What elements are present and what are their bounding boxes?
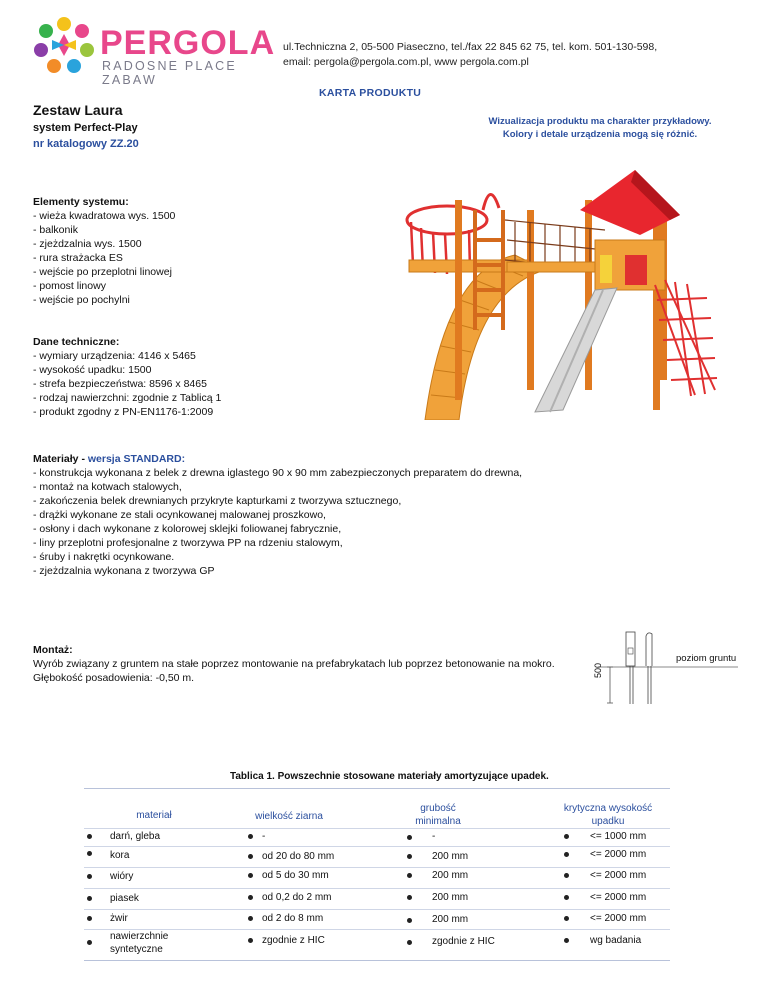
table-cell-material: kora [110, 850, 130, 861]
table-cell-material: żwir [110, 913, 128, 924]
table-cell-grain: od 5 do 30 mm [262, 870, 329, 881]
bullet [564, 895, 569, 900]
elements-heading: Elementy systemu: [33, 196, 129, 208]
ground-diagram [598, 628, 748, 708]
table-cell-critical-height: <= 2000 mm [590, 913, 647, 924]
logo-sub-text: RADOSNE PLACE ZABAW [102, 59, 237, 87]
bullet [564, 834, 569, 839]
bullet [248, 854, 253, 859]
bullet [407, 873, 412, 878]
table-row-border [84, 867, 670, 868]
product-system: system Perfect-Play [33, 122, 138, 134]
table-cell-grain: od 20 do 80 mm [262, 851, 335, 862]
logo [30, 14, 276, 87]
elements-section [33, 195, 175, 307]
table-title: Tablica 1. Powszechnie stosowane materiały amortyzujące upadek. [230, 771, 549, 782]
table-cell-critical-height: wg badania [590, 935, 642, 946]
materials-item: - montaż na kotwach stalowych, [33, 481, 182, 493]
visualization-note [470, 115, 730, 141]
table-cell-thickness: 200 mm [432, 870, 469, 881]
bullet [564, 938, 569, 943]
table-cell-grain: - [262, 831, 266, 842]
table-top-border [84, 788, 670, 789]
materials-item: - konstrukcja wykonana z belek z drewna iglastego 90 x 90 mm zabezpieczonych preparatem do drewna, [33, 467, 523, 479]
table-cell-critical-height: <= 2000 mm [590, 892, 647, 903]
bullet [248, 938, 253, 943]
logo-main-text: PERGOLA [100, 24, 276, 62]
bullet [564, 852, 569, 857]
materials-version: wersja STANDARD: [87, 453, 186, 465]
elements-item: - zjeżdzalnia wys. 1500 [33, 238, 142, 250]
bullet [87, 851, 92, 856]
materials-item: - osłony i dach wykonane z kolorowej sklejki foliowanej fabrycznie, [33, 523, 342, 535]
table-row-border [84, 909, 670, 910]
bullet [248, 895, 253, 900]
technical-section [33, 335, 221, 419]
mounting-line-1: Wyrób związany z gruntem na stałe poprzez montowanie na prefabrykatach lub poprzez betonowanie na mokro. [33, 658, 555, 670]
mounting-line-2: Głębokość posadowienia: -0,50 m. [33, 672, 195, 684]
slide-illustration [535, 288, 617, 412]
bullet [248, 916, 253, 921]
technical-item: - wymiary urządzenia: 4146 x 5465 [33, 350, 196, 362]
table-cell-thickness: 200 mm [432, 892, 469, 903]
table-cell-thickness: 200 mm [432, 914, 469, 925]
bullet [564, 916, 569, 921]
bullet [407, 835, 412, 840]
table-cell-thickness: zgodnie z HIC [432, 936, 495, 947]
product-name: Zestaw Laura [33, 102, 123, 118]
visualization-note-line-1: Wizualizacja produktu ma charakter przykładowy. [488, 116, 712, 127]
table-cell-thickness: - [432, 831, 436, 842]
product-illustration [395, 160, 725, 420]
bullet [248, 834, 253, 839]
bullet [87, 940, 92, 945]
table-cell-critical-height: <= 2000 mm [590, 849, 647, 860]
table-cell-critical-height: <= 1000 mm [590, 831, 647, 842]
table-cell-grain: zgodnie z HIC [262, 935, 325, 946]
elements-item: - rura strażacka ES [33, 252, 123, 264]
bullet [564, 873, 569, 878]
materials-item: - zjeżdzalnia wykonana z tworzywa GP [33, 565, 215, 577]
materials-item: - śruby i nakrętki ocynkowane. [33, 551, 175, 563]
bullet [87, 834, 92, 839]
table-cell-material: darń, gleba [110, 831, 161, 842]
mounting-heading: Montaż: [33, 644, 73, 656]
elements-item: - wieża kwadratowa wys. 1500 [33, 210, 176, 222]
materials-item: - zakończenia belek drewnianych przykryte kapturkami z tworzywa sztucznego, [33, 495, 402, 507]
table-header-grain: wielkość ziarna [255, 811, 323, 822]
bullet [407, 918, 412, 923]
bullet [407, 940, 412, 945]
technical-item: - rodzaj nawierzchni: zgodnie z Tablicą 1 [33, 392, 222, 404]
materials-item: - drążki wykonane ze stali ocynkowanej malowanej proszkowo, [33, 509, 326, 521]
ground-level-label: poziom gruntu [676, 653, 737, 664]
elements-item: - wejście po pochylni [33, 294, 130, 306]
table-header-critical-height: krytyczna wysokość upadku [563, 803, 653, 827]
mounting-section [33, 643, 555, 685]
technical-item: - produkt zgodny z PN-EN1176-1:2009 [33, 406, 214, 418]
bullet [407, 854, 412, 859]
table-cell-material: nawierzchnie syntetyczne [110, 931, 169, 955]
materials-item: - liny przeplotni profesjonalne z tworzywa PP na rdzeniu stalowym, [33, 537, 343, 549]
materials-heading-label: Materiały - [33, 453, 88, 465]
contact-info [283, 40, 657, 70]
elements-item: - pomost linowy [33, 280, 106, 292]
technical-item: - wysokość upadku: 1500 [33, 364, 152, 376]
table-cell-critical-height: <= 2000 mm [590, 870, 647, 881]
contact-line-2: email: pergola@pergola.com.pl, www pergola.com.pl [283, 56, 529, 68]
materials-heading [33, 452, 522, 466]
elements-item: - balkonik [33, 224, 78, 236]
materials-section [33, 452, 522, 578]
product-catalog-number: nr katalogowy ZZ.20 [33, 138, 139, 150]
depth-label: 500 [593, 662, 603, 678]
table-cell-material: wióry [110, 871, 134, 882]
bullet [248, 873, 253, 878]
technical-heading: Dane techniczne: [33, 336, 120, 348]
card-title: KARTA PRODUKTU [319, 87, 422, 99]
table-cell-thickness: 200 mm [432, 851, 469, 862]
bullet [87, 874, 92, 879]
bullet [87, 916, 92, 921]
table-cell-material: piasek [110, 893, 139, 904]
bullet [407, 895, 412, 900]
materials-table [84, 788, 670, 964]
table-cell-grain: od 0,2 do 2 mm [262, 892, 332, 903]
technical-item: - strefa bezpieczeństwa: 8596 x 8465 [33, 378, 207, 390]
table-header-border [84, 828, 670, 829]
table-cell-grain: od 2 do 8 mm [262, 913, 324, 924]
table-bottom-border [84, 960, 670, 961]
contact-line-1: ul.Techniczna 2, 05-500 Piaseczno, tel./fax 22 845 62 75, tel. kom. 501-130-598, [283, 41, 658, 53]
elements-item: - wejście po przeplotni linowej [33, 266, 172, 278]
table-header-thickness: grubość minimalna [415, 803, 461, 827]
logo-flower-icon [30, 14, 98, 76]
bullet [87, 896, 92, 901]
table-row-border [84, 846, 670, 847]
table-header-material: materiał [136, 810, 172, 821]
visualization-note-line-2: Kolory i detale urządzenia mogą się różnić. [502, 129, 698, 140]
table-row-border [84, 888, 670, 889]
